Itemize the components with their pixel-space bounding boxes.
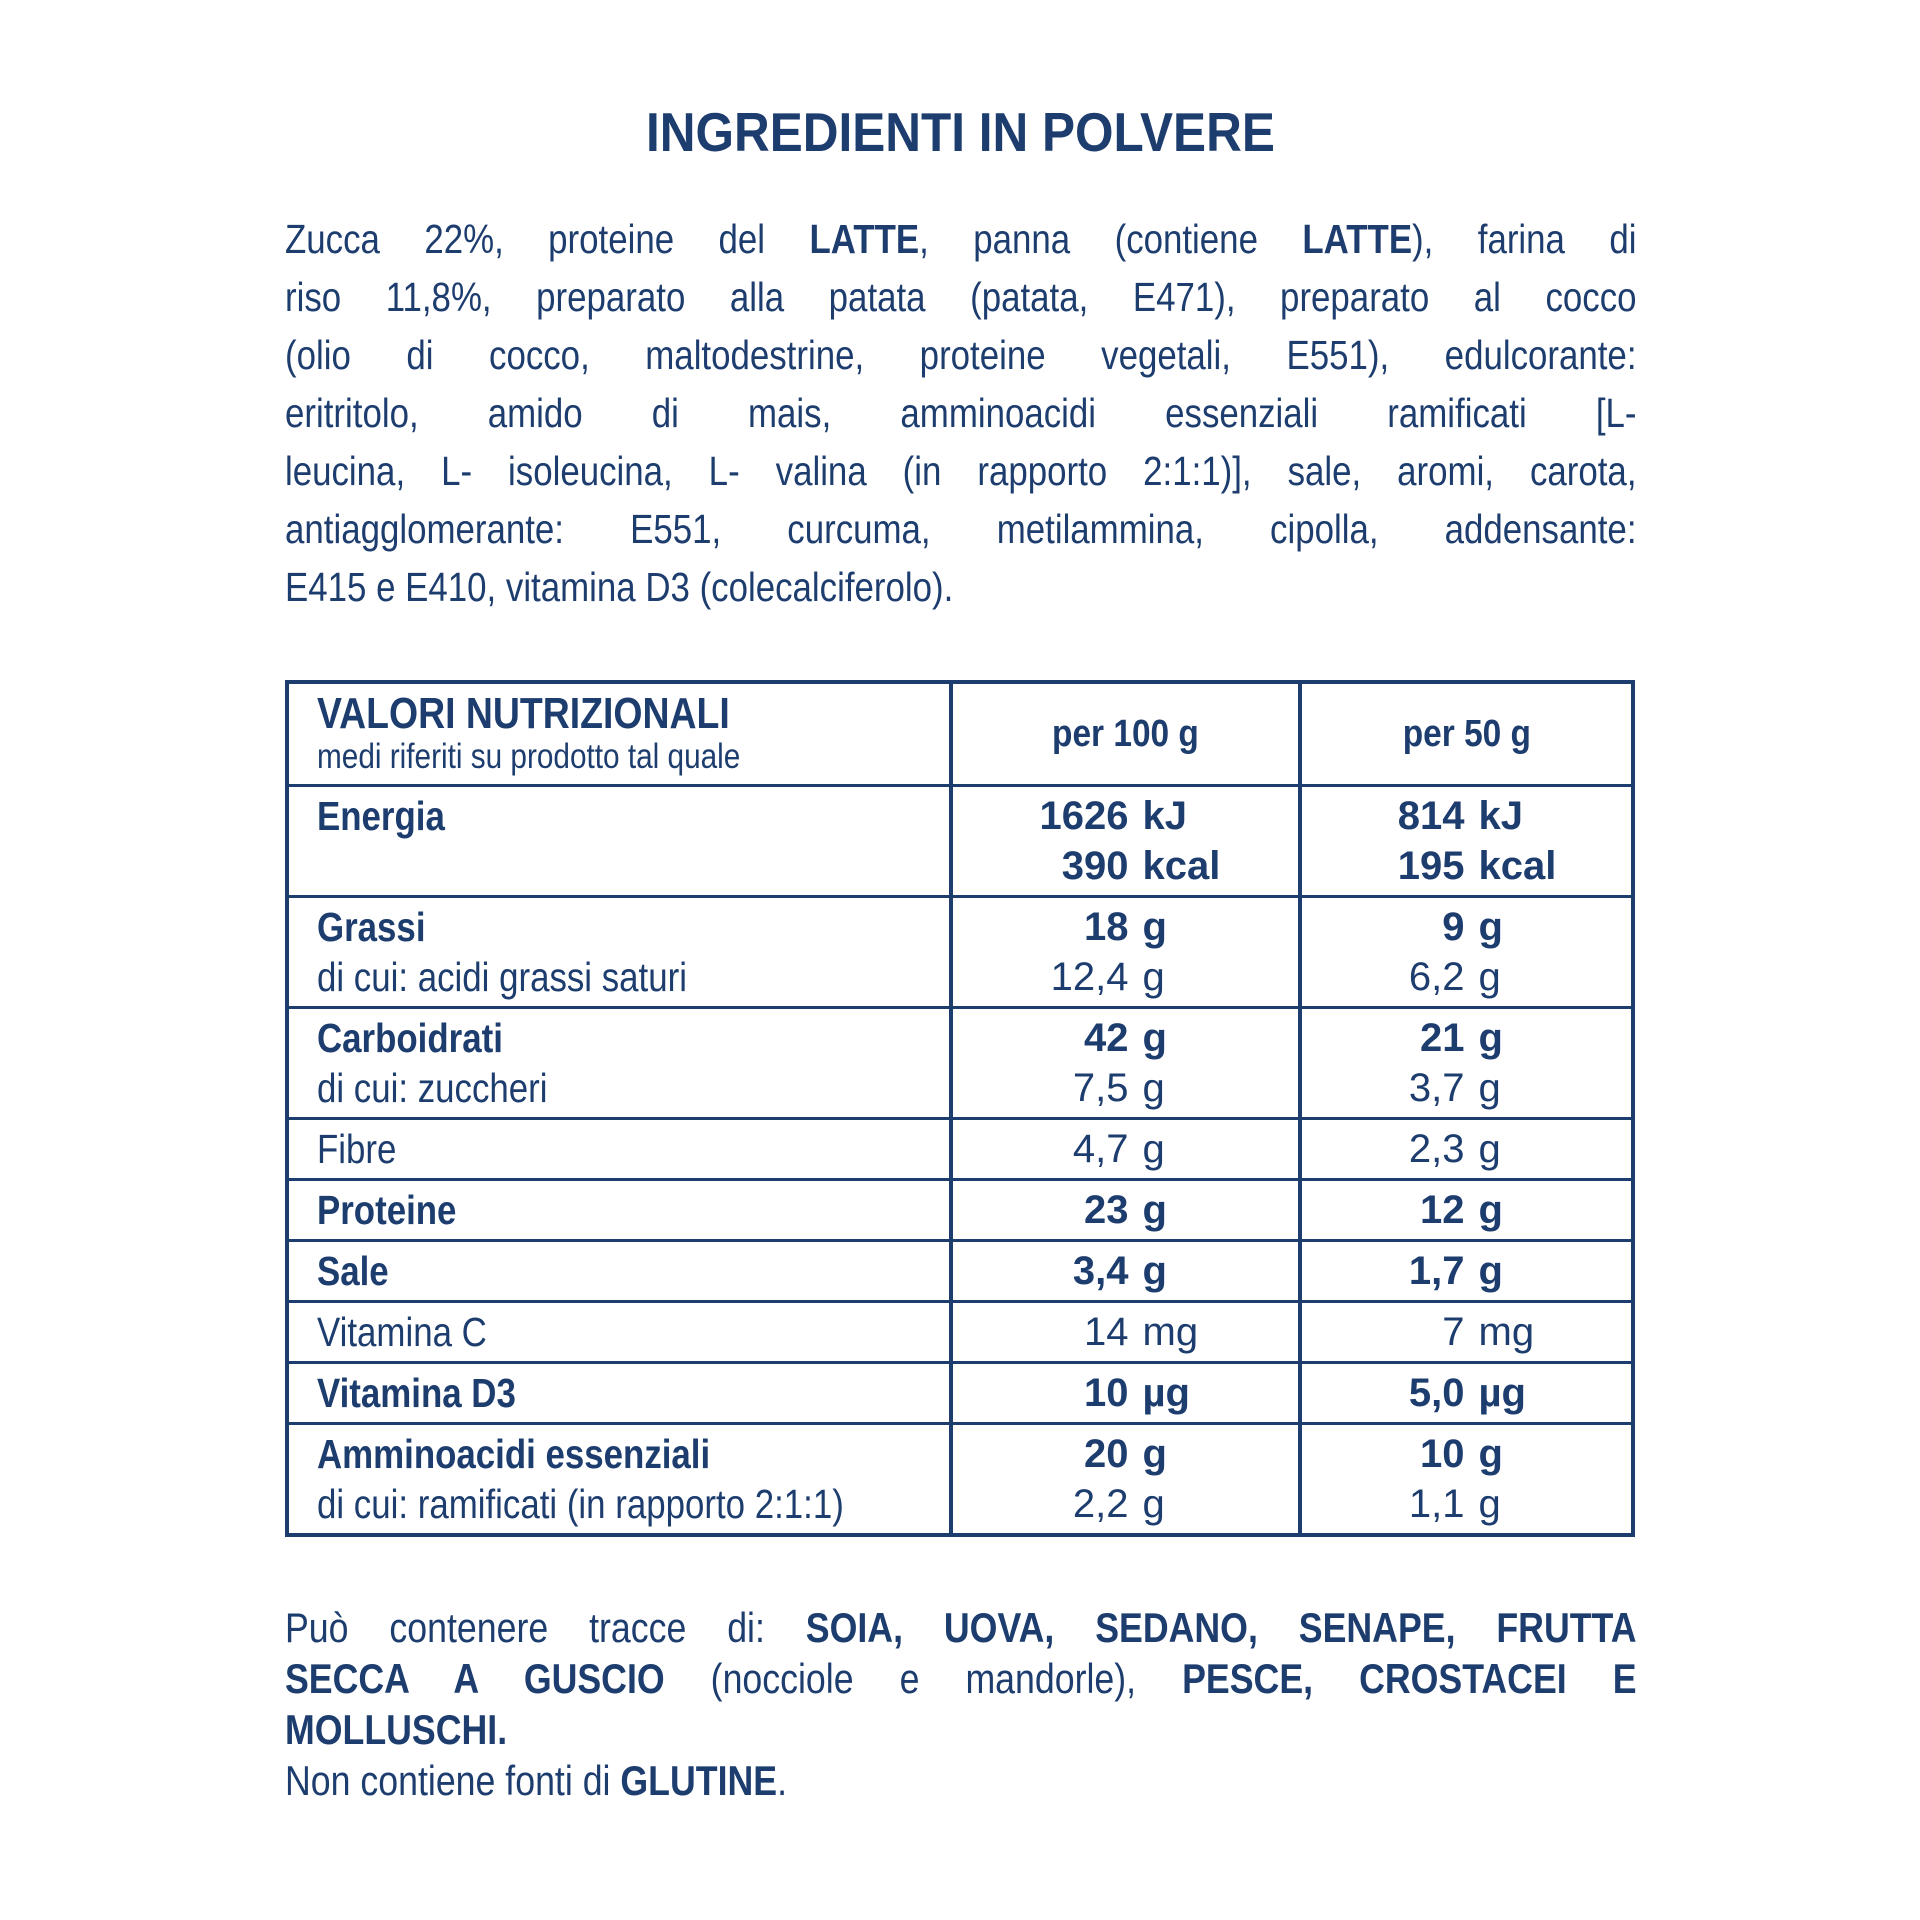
body-text: antiagglomerante: E551, curcuma, metilammina, cipolla, addensante: xyxy=(285,506,1637,552)
value-unit: g xyxy=(1142,955,1165,999)
value-number: 814 xyxy=(1397,794,1465,838)
body-text: (olio di cocco, maltodestrine, proteine vegetali, E551), edulcorante: xyxy=(285,332,1637,378)
allergen-line xyxy=(285,1755,1637,1806)
row-label-cell xyxy=(289,1181,953,1239)
value-unit: kcal xyxy=(1478,844,1557,888)
per-100g-cell xyxy=(953,1181,1302,1239)
body-text: Può contenere tracce di: xyxy=(285,1604,806,1651)
row-label-cell xyxy=(289,787,953,895)
row-label xyxy=(289,841,949,891)
emphasized-text: PESCE, CROSTACEI E xyxy=(1182,1655,1637,1702)
per-50g-cell xyxy=(1302,898,1631,1006)
value-per-100g xyxy=(953,1429,1298,1479)
row-label-cell xyxy=(289,1303,953,1361)
value-per-100g xyxy=(953,1368,1298,1418)
value-per-50g xyxy=(1302,1063,1631,1113)
value-number: 6,2 xyxy=(1408,955,1465,999)
value-number: 10 xyxy=(1420,1432,1465,1476)
value-unit: g xyxy=(1478,1188,1503,1232)
table-title: VALORI NUTRIZIONALI xyxy=(317,689,730,738)
value-unit: g xyxy=(1142,1016,1167,1060)
value-unit: g xyxy=(1478,1127,1501,1171)
row-label-cell xyxy=(289,898,953,1006)
per-100g-cell xyxy=(953,787,1302,895)
allergen-line xyxy=(285,1704,1637,1755)
value-per-50g xyxy=(1302,1246,1631,1296)
emphasized-text: LATTE xyxy=(1302,216,1413,262)
value-unit: µg xyxy=(1478,1371,1526,1415)
value-number: 20 xyxy=(1084,1432,1129,1476)
body-text: E415 e E410, vitamina D3 (colecalciferolo). xyxy=(285,564,954,610)
value-unit: g xyxy=(1478,1249,1503,1293)
value-unit: kJ xyxy=(1478,794,1523,838)
body-text: riso 11,8%, preparato alla patata (patata, E471), preparato al cocco xyxy=(285,274,1637,320)
value-number: 195 xyxy=(1397,844,1465,888)
table-subtitle: medi riferiti su prodotto tal quale xyxy=(317,737,741,776)
value-per-50g xyxy=(1302,1185,1631,1235)
ingredient-line xyxy=(285,210,1637,268)
row-label-text: Grassi xyxy=(317,904,426,950)
table-row-energia xyxy=(289,784,1631,895)
row-label xyxy=(289,1368,949,1418)
body-text: . xyxy=(777,1757,788,1804)
value-number: 4,7 xyxy=(1072,1127,1129,1171)
value-unit: g xyxy=(1142,1127,1165,1171)
value-unit: g xyxy=(1478,1432,1503,1476)
per-50g-cell xyxy=(1302,1364,1631,1422)
value-per-100g xyxy=(953,1246,1298,1296)
value-number: 2,3 xyxy=(1408,1127,1465,1171)
row-label xyxy=(289,1124,949,1174)
row-label-text: di cui: ramificati (in rapporto 2:1:1) xyxy=(317,1481,844,1527)
value-number: 390 xyxy=(1061,844,1129,888)
value-unit: g xyxy=(1142,1249,1167,1293)
row-label-cell xyxy=(289,1120,953,1178)
value-per-100g xyxy=(953,1479,1298,1529)
value-number: 14 xyxy=(1084,1310,1129,1354)
header-label-cell xyxy=(289,684,953,784)
value-unit: mg xyxy=(1142,1310,1199,1354)
row-label xyxy=(289,952,949,1002)
per-50g-cell xyxy=(1302,1242,1631,1300)
table-row-amminoacidi xyxy=(289,1422,1631,1533)
value-per-100g xyxy=(953,1063,1298,1113)
row-label xyxy=(289,1013,949,1063)
ingredient-line xyxy=(285,558,1637,616)
per-100g-cell xyxy=(953,1120,1302,1178)
value-per-50g xyxy=(1302,1429,1631,1479)
value-number: 12,4 xyxy=(1050,955,1129,999)
value-number: 10 xyxy=(1084,1371,1129,1415)
per-50g-cell xyxy=(1302,1181,1631,1239)
table-row-carboidrati xyxy=(289,1006,1631,1117)
ingredient-line xyxy=(285,500,1637,558)
value-per-50g xyxy=(1302,1479,1631,1529)
value-number: 42 xyxy=(1084,1016,1129,1060)
per-100g-cell xyxy=(953,1425,1302,1533)
value-unit: g xyxy=(1478,955,1501,999)
value-number: 3,4 xyxy=(1072,1249,1129,1293)
ingredients-paragraph xyxy=(285,210,1637,616)
row-label-text: Fibre xyxy=(317,1126,397,1172)
value-per-50g xyxy=(1302,1368,1631,1418)
value-unit: g xyxy=(1478,1066,1501,1110)
value-number: 18 xyxy=(1084,905,1129,949)
row-label-text: Amminoacidi essenziali xyxy=(317,1431,711,1477)
per-50g-cell xyxy=(1302,1009,1631,1117)
value-per-100g xyxy=(953,902,1298,952)
body-text: (nocciole e mandorle), xyxy=(710,1655,1183,1702)
value-unit: g xyxy=(1142,1482,1165,1526)
allergen-line xyxy=(285,1653,1637,1704)
nutrition-table xyxy=(285,680,1635,1537)
body-text: ), farina di xyxy=(1412,216,1637,262)
row-label xyxy=(289,1185,949,1235)
value-per-50g xyxy=(1302,1307,1631,1357)
per-100g-cell xyxy=(953,1364,1302,1422)
value-per-100g xyxy=(953,1307,1298,1357)
body-text: eritritolo, amido di mais, amminoacidi essenziali ramificati [L- xyxy=(285,390,1637,436)
value-per-100g xyxy=(953,1185,1298,1235)
row-label-text: Carboidrati xyxy=(317,1015,503,1061)
value-per-100g xyxy=(953,841,1298,891)
row-label-cell xyxy=(289,1364,953,1422)
row-label xyxy=(289,1429,949,1479)
body-text: Non contiene fonti di xyxy=(285,1757,621,1804)
ingredient-line xyxy=(285,384,1637,442)
value-per-100g xyxy=(953,952,1298,1002)
row-label xyxy=(289,1307,949,1357)
value-per-50g xyxy=(1302,902,1631,952)
per-100g-cell xyxy=(953,1242,1302,1300)
value-number: 1626 xyxy=(1039,794,1129,838)
row-label-text: di cui: acidi grassi saturi xyxy=(317,954,687,1000)
value-per-50g xyxy=(1302,1013,1631,1063)
page-title-row xyxy=(0,100,1920,164)
ingredient-line xyxy=(285,326,1637,384)
row-label-cell xyxy=(289,1425,953,1533)
row-label-text: Energia xyxy=(317,793,445,839)
row-label-text: Sale xyxy=(317,1248,389,1294)
row-label xyxy=(289,1479,949,1529)
per-50g-cell xyxy=(1302,1303,1631,1361)
per-100g-cell xyxy=(953,898,1302,1006)
row-label-text: di cui: zuccheri xyxy=(317,1065,548,1111)
value-unit: g xyxy=(1478,1016,1503,1060)
per-100g-cell xyxy=(953,1009,1302,1117)
value-number: 5,0 xyxy=(1408,1371,1465,1415)
value-unit: g xyxy=(1142,1432,1167,1476)
table-row-vitamina-d3 xyxy=(289,1361,1631,1422)
body-text: Zucca 22%, proteine del xyxy=(285,216,810,262)
column-header-per-100g: per 100 g xyxy=(1052,712,1199,755)
emphasized-text: SOIA, UOVA, SEDANO, SENAPE, FRUTTA xyxy=(805,1604,1637,1651)
body-text: leucina, L- isoleucina, L- valina (in rapporto 2:1:1)], sale, aromi, carota, xyxy=(285,448,1637,494)
value-per-50g xyxy=(1302,952,1631,1002)
value-number: 9 xyxy=(1442,905,1465,949)
value-number: 12 xyxy=(1420,1188,1465,1232)
row-label xyxy=(289,1246,949,1296)
value-per-100g xyxy=(953,1124,1298,1174)
table-row-sale xyxy=(289,1239,1631,1300)
per-50g-cell xyxy=(1302,787,1631,895)
value-number: 7,5 xyxy=(1072,1066,1129,1110)
table-row-proteine xyxy=(289,1178,1631,1239)
value-number: 3,7 xyxy=(1408,1066,1465,1110)
value-number: 1,7 xyxy=(1408,1249,1465,1293)
per-50g-cell xyxy=(1302,1425,1631,1533)
value-unit: mg xyxy=(1478,1310,1535,1354)
value-unit: g xyxy=(1478,1482,1501,1526)
column-header-per-50g: per 50 g xyxy=(1402,712,1531,755)
value-unit: kJ xyxy=(1142,794,1187,838)
table-row-fibre xyxy=(289,1117,1631,1178)
row-label xyxy=(289,1063,949,1113)
value-unit: g xyxy=(1142,1188,1167,1232)
row-label-text: Vitamina D3 xyxy=(317,1370,516,1416)
value-number: 21 xyxy=(1420,1016,1465,1060)
value-per-100g xyxy=(953,1013,1298,1063)
value-unit: g xyxy=(1142,905,1167,949)
body-text: , panna (contiene xyxy=(919,216,1303,262)
column-header-per-100g-cell xyxy=(953,684,1302,784)
row-label-cell xyxy=(289,1009,953,1117)
value-unit: g xyxy=(1478,905,1503,949)
nutrition-table-body xyxy=(289,784,1631,1533)
ingredient-line xyxy=(285,268,1637,326)
value-number: 1,1 xyxy=(1408,1482,1465,1526)
value-unit: µg xyxy=(1142,1371,1190,1415)
value-number: 7 xyxy=(1442,1310,1465,1354)
emphasized-text: LATTE xyxy=(809,216,920,262)
value-per-50g xyxy=(1302,1124,1631,1174)
table-row-grassi xyxy=(289,895,1631,1006)
page-title: INGREDIENTI IN POLVERE xyxy=(645,101,1275,163)
nutrition-table-header xyxy=(289,684,1631,784)
value-unit: g xyxy=(1142,1066,1165,1110)
column-header-per-50g-cell xyxy=(1302,684,1631,784)
row-label xyxy=(289,791,949,841)
emphasized-text: GLUTINE xyxy=(620,1757,778,1804)
value-per-50g xyxy=(1302,791,1631,841)
row-label-cell xyxy=(289,1242,953,1300)
allergen-paragraph xyxy=(285,1602,1637,1806)
emphasized-text: SECCA A GUSCIO xyxy=(285,1655,711,1702)
table-row-vitamina-c xyxy=(289,1300,1631,1361)
per-50g-cell xyxy=(1302,1120,1631,1178)
value-number: 23 xyxy=(1084,1188,1129,1232)
row-label xyxy=(289,902,949,952)
value-unit: kcal xyxy=(1142,844,1221,888)
value-per-100g xyxy=(953,791,1298,841)
value-per-50g xyxy=(1302,841,1631,891)
row-label-text: Proteine xyxy=(317,1187,457,1233)
row-label-text: Vitamina C xyxy=(317,1309,487,1355)
emphasized-text: MOLLUSCHI. xyxy=(285,1706,508,1753)
value-number: 2,2 xyxy=(1072,1482,1129,1526)
per-100g-cell xyxy=(953,1303,1302,1361)
ingredient-line xyxy=(285,442,1637,500)
allergen-line xyxy=(285,1602,1637,1653)
